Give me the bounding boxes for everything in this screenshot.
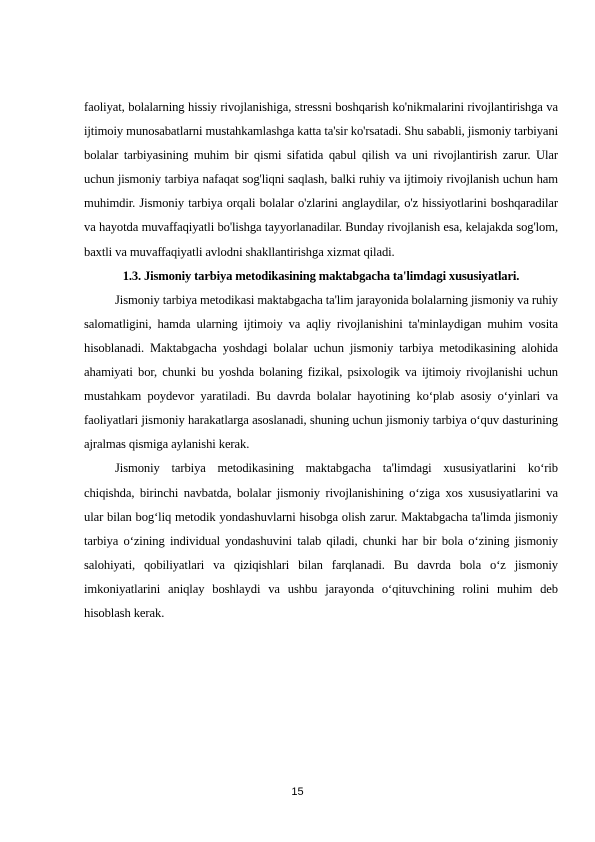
paragraph-features: Jismoniy tarbiya metodikasining maktabgacha ta'limdagi xususiyatlarini ko‘rib chiqishda, birinchi navbatda, bolalar jismoniy rivojlanishining o‘ziga xos xususiyatlarini va ular bilan bog‘liq metodik yondashuvlarni hisobga olish zarur. Maktabgacha ta'limda jismoniy tarbiya o‘zining individual yondashuvini talab qiladi, chunki har bir bola o‘zining jismoniy salohiyati, qobiliyatlari va qiziqishlari bilan farqlanadi. Bu davrda bola o‘z jismoniy imkoniyatlarini aniqlay boshlaydi va ushbu jarayonda o‘qituvchining rolini muhim deb hisoblash kerak. — [84, 461, 558, 620]
paragraph-continuation: faoliyat, bolalarning hissiy rivojlanishiga, stressni boshqarish ko'nikmalarini rivojlantirishga va ijtimoiy munosabatlarni mustahkamlashga katta ta'sir ko'rsatadi. Shu sababli, jismoniy tarbiyani bolalar tarbiyasining muhim bir qismi sifatida qabul qilish va uni rivojlantirish zarur. Ular uchun jismoniy tarbiya nafaqat sog'liqni saqlash, balki ruhiy va ijtimoiy rivojlanish uchun ham muhimdir. Jismoniy tarbiya orqali bolalar o'zlarini anglaydilar, o'z hissiyotlarini boshqaradilar va hayotda muvaffaqiyatli bo'lishga tayyorlanadilar. Bunday rivojlanish esa, kelajakda sog'lom, baxtli va muvaffaqiyatli avlodni shakllantirishga xizmat qiladi. — [84, 100, 558, 259]
page-number: 15 — [291, 786, 304, 798]
section-heading: 1.3. Jismoniy tarbiya metodikasining maktabgacha ta'limdagi xususiyatlari. — [122, 268, 520, 283]
paragraph-methodology: Jismoniy tarbiya metodikasi maktabgacha ta'lim jarayonida bolalarning jismoniy va ruhiy salomatligini, hamda ularning ijtimoiy va aqliy rivojlanishini ta'minlaydigan muhim vosita hisoblanadi. Maktabgacha yoshdagi bolalar uchun jismoniy tarbiya metodikasining alohida ahamiyati bor, chunki bu yoshda bolaning fizikal, psixologik va ijtimoiy rivojlanishi uchun mustahkam poydevor yaratiladi. Bu davrda bolalar hayotining ko‘plab asosiy o‘yinlari va faoliyatlari jismoniy harakatlarga asoslanadi, shuning uchun jismoniy tarbiya o‘quv dasturining ajralmas qismiga aylanishi kerak. — [84, 292, 558, 452]
document-page — [84, 95, 558, 625]
